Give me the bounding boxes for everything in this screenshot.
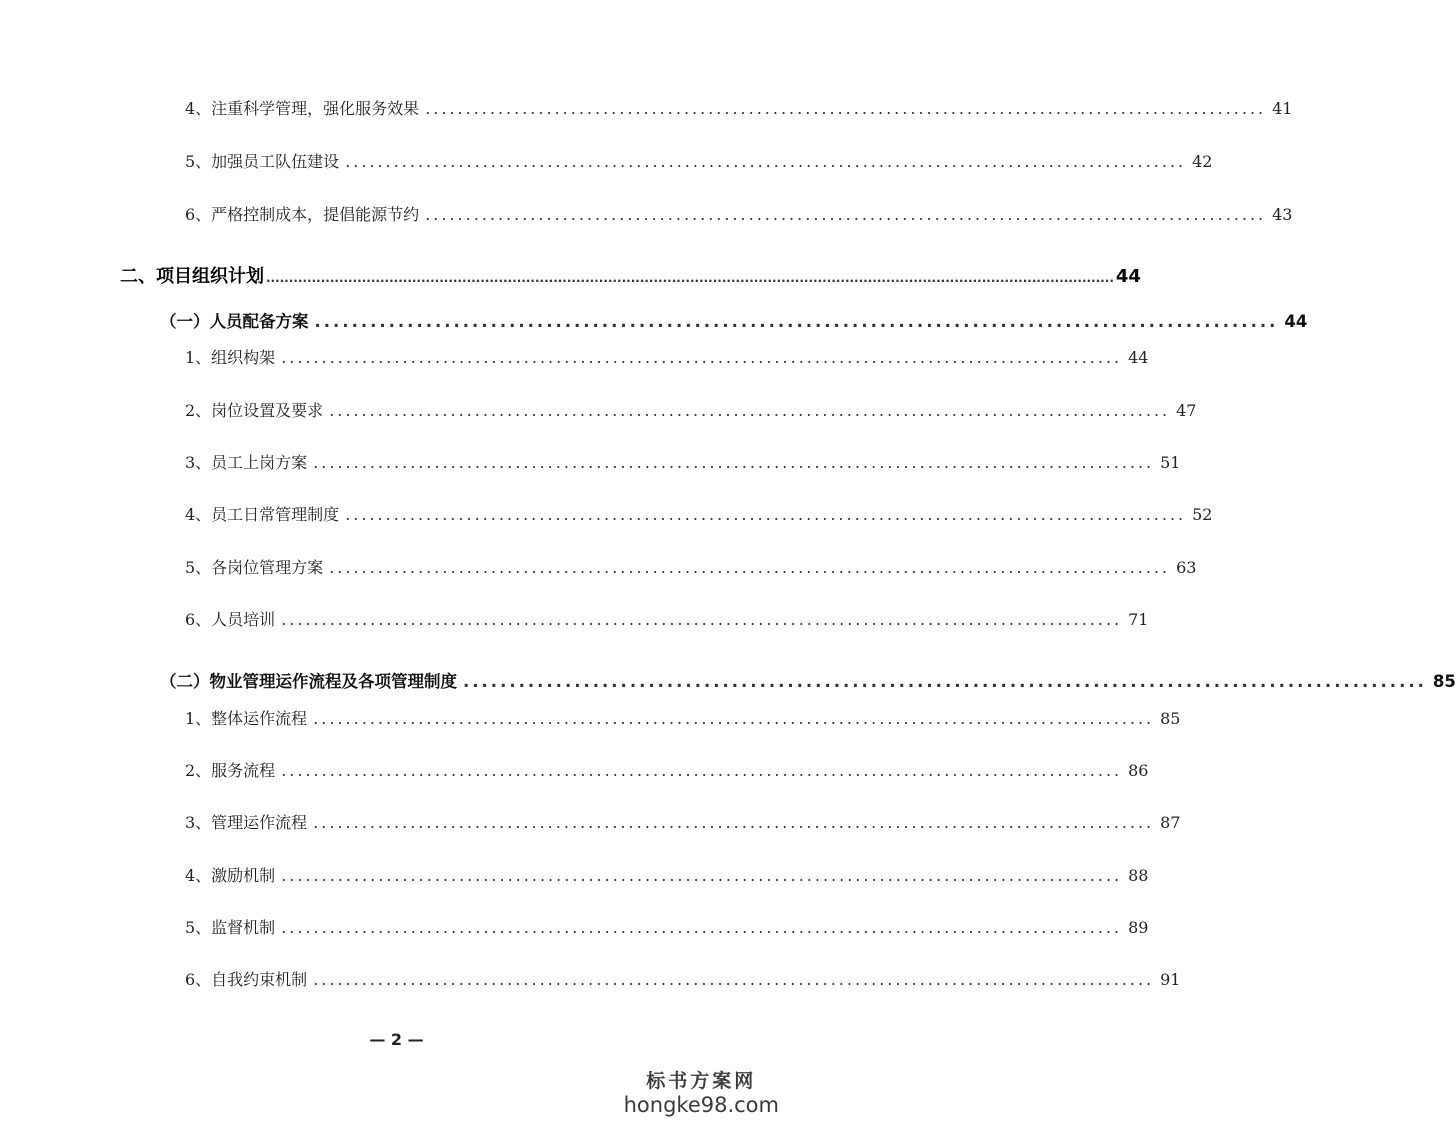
toc-entry-page: 85 (1160, 709, 1181, 728)
toc-entry-label: 4、激励机制 (185, 866, 276, 885)
toc-entry-label: 3、管理运作流程 (185, 813, 308, 832)
toc-entry-page: 88 (1128, 866, 1149, 885)
toc-entry-page: 52 (1192, 505, 1213, 524)
dot-leader: ........................................................................................................ (313, 709, 1155, 728)
toc-entry-chapter[interactable] (120, 262, 1141, 288)
toc-entry[interactable] (185, 706, 1181, 729)
dot-leader: ........................................................................................................ (329, 401, 1171, 420)
toc-entry-label: （二）物业管理运作流程及各项管理制度 (160, 672, 457, 691)
toc-entry-label: 2、服务流程 (185, 761, 276, 780)
dot-leader: ........................................................................................................ (313, 453, 1155, 472)
dot-leader: ........................................................................................................ (425, 99, 1267, 118)
toc-entry-page: 47 (1176, 401, 1197, 420)
toc-entry[interactable] (185, 149, 1213, 172)
toc-entry-page: 44 (1115, 266, 1141, 287)
dot-leader: ........................................................................................................ (281, 761, 1123, 780)
toc-entry-label: 6、严格控制成本，提倡能源节约 (185, 205, 420, 224)
toc-entry[interactable] (185, 863, 1149, 886)
toc-entry[interactable] (185, 607, 1149, 630)
toc-entry-page: 51 (1160, 453, 1181, 472)
dot-leader: ........................................................................................................ (314, 312, 1279, 331)
dot-leader: ........................................................................................................ (313, 970, 1155, 989)
toc-entry-label: 二、项目组织计划 (120, 266, 264, 287)
dot-leader: ........................................................................................................ (313, 813, 1155, 832)
toc-entry-page: 85 (1432, 672, 1456, 691)
dot-leader: ........................................................................................................ (281, 610, 1123, 629)
toc-entry-page: 86 (1128, 761, 1149, 780)
toc-entry-label: 2、岗位设置及要求 (185, 401, 324, 420)
toc-entry-page: 41 (1272, 99, 1293, 118)
dot-leader: ........................................................................................................ (329, 558, 1171, 577)
toc-entry-label: 5、监督机制 (185, 918, 276, 937)
toc-entry-label: 5、加强员工队伍建设 (185, 152, 340, 171)
toc-entry-label: （一）人员配备方案 (160, 312, 309, 331)
toc-entry-label: 4、注重科学管理，强化服务效果 (185, 99, 420, 118)
dot-leader: ........................................................................................................ (281, 866, 1123, 885)
toc-entry-label: 6、人员培训 (185, 610, 276, 629)
toc-entry[interactable] (185, 345, 1149, 368)
watermark (624, 1066, 779, 1117)
dot-leader: ........................................................................................................ (345, 152, 1187, 171)
dot-leader: ........................................................................................................ (345, 505, 1187, 524)
toc-entry-section[interactable] (160, 668, 1456, 692)
toc-entry[interactable] (185, 202, 1293, 225)
toc-entry[interactable] (185, 502, 1213, 525)
toc-entry-page: 63 (1176, 558, 1197, 577)
page-number: — 2 — (369, 1030, 424, 1049)
toc-entry-page: 89 (1128, 918, 1149, 937)
watermark-name: 标书方案网 (646, 1070, 757, 1092)
dot-leader: ........................................................................................................ (425, 205, 1267, 224)
toc-entry-page: 87 (1160, 813, 1181, 832)
toc-entry-label: 1、整体运作流程 (185, 709, 308, 728)
toc-entry-label: 3、员工上岗方案 (185, 453, 308, 472)
toc-entry-label: 4、员工日常管理制度 (185, 505, 340, 524)
dot-leader: .......................................................................................................................................................................................... (266, 271, 1114, 285)
watermark-url: hongke98.com (623, 1093, 779, 1117)
toc-entry[interactable] (185, 915, 1149, 938)
toc-entry[interactable] (185, 810, 1181, 833)
toc-entry-page: 43 (1272, 205, 1293, 224)
toc-entry-page: 42 (1192, 152, 1213, 171)
toc-entry-page: 44 (1128, 348, 1149, 367)
toc-entry-label: 6、自我约束机制 (185, 970, 308, 989)
toc-entry[interactable] (185, 555, 1197, 578)
dot-leader: ........................................................................................................ (463, 672, 1427, 691)
toc-entry-page: 91 (1160, 970, 1181, 989)
toc-entry[interactable] (185, 967, 1181, 990)
toc-entry[interactable] (185, 450, 1181, 473)
toc-entry-page: 71 (1128, 610, 1149, 629)
toc-entry[interactable] (185, 758, 1149, 781)
toc-entry-label: 1、组织构架 (185, 348, 276, 367)
toc-entry[interactable] (185, 96, 1293, 119)
toc-entry-section[interactable] (160, 308, 1308, 332)
toc-entry-page: 44 (1284, 312, 1308, 331)
dot-leader: ........................................................................................................ (281, 348, 1123, 367)
toc-entry-label: 5、各岗位管理方案 (185, 558, 324, 577)
toc-entry[interactable] (185, 398, 1197, 421)
dot-leader: ........................................................................................................ (281, 918, 1123, 937)
